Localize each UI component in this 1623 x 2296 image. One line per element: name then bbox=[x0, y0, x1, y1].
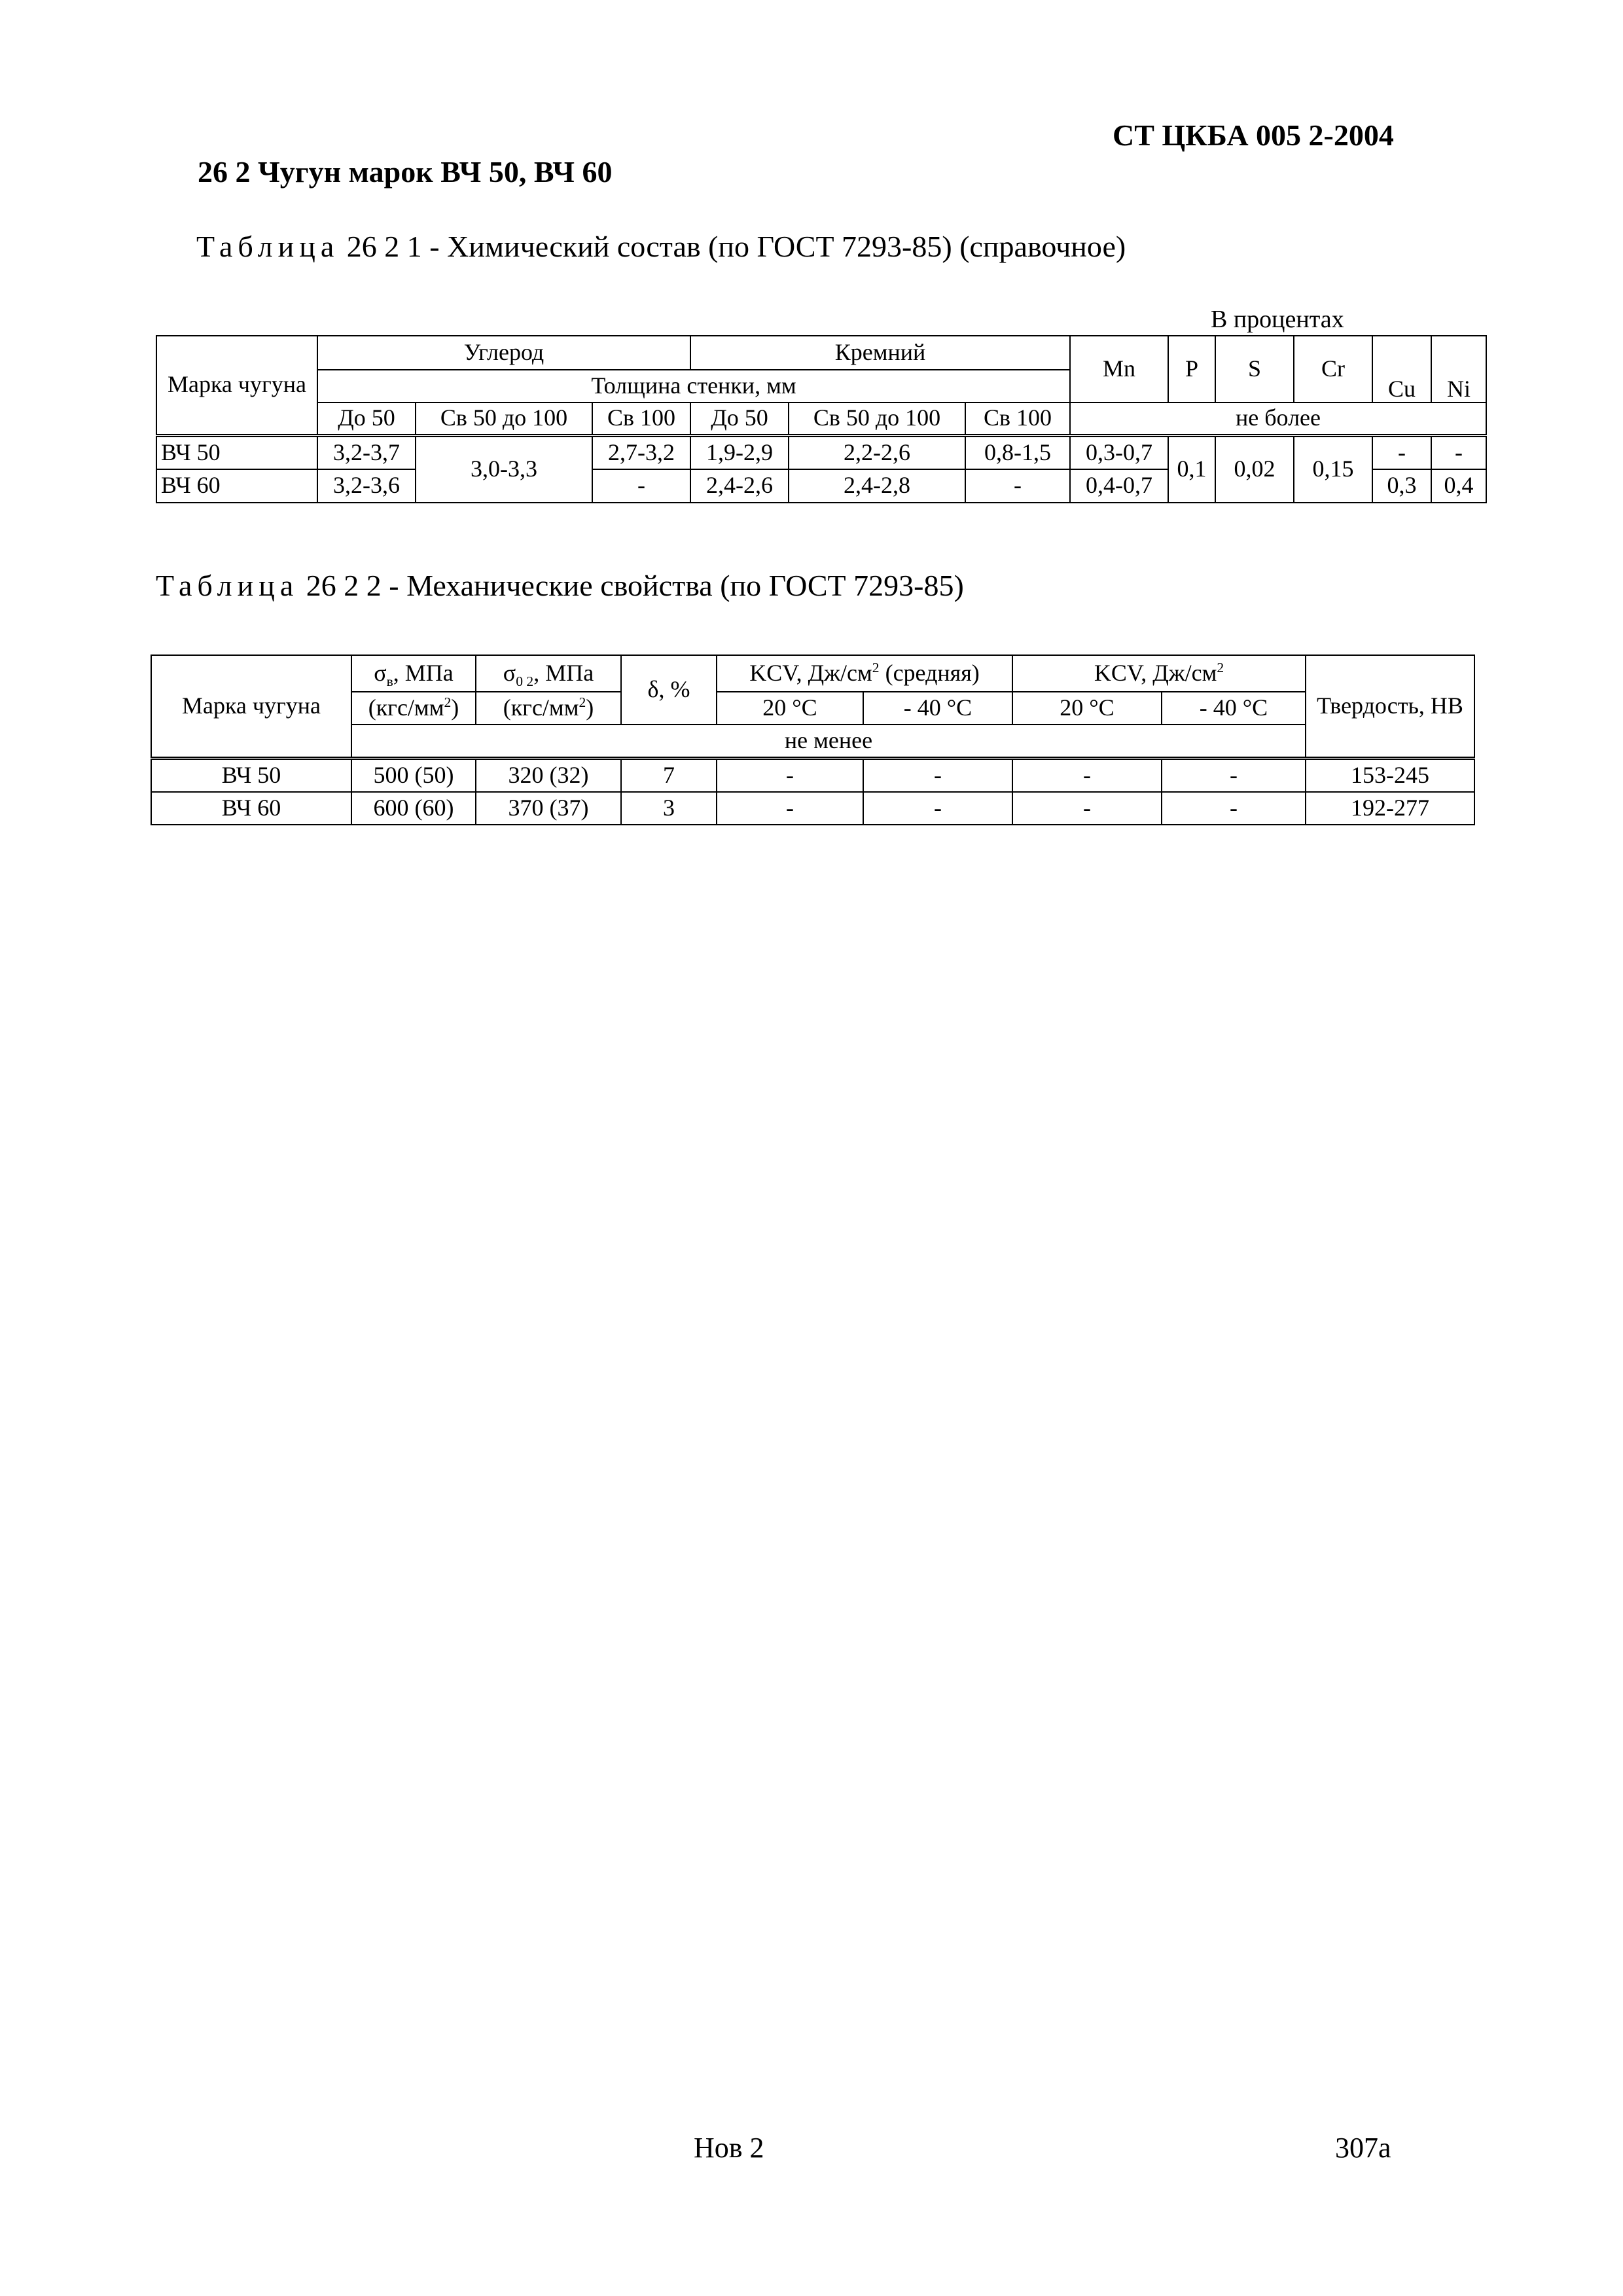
t1-head-mn: Mn bbox=[1070, 336, 1168, 403]
t2-head-temp-minus40-avg: - 40 °С bbox=[863, 692, 1012, 725]
t1-cell: 2,7-3,2 bbox=[592, 435, 690, 469]
t2-cell: 192-277 bbox=[1306, 792, 1474, 825]
table1-caption-text: 26 2 1 - Химический состав (по ГОСТ 7293-85) (справочное) bbox=[346, 230, 1126, 263]
t1-cell: 2,4-2,8 bbox=[789, 469, 965, 503]
kgf-close: ) bbox=[586, 694, 594, 721]
t1-head-cr: Cr bbox=[1294, 336, 1372, 403]
t1-head-ni: Ni bbox=[1431, 336, 1486, 403]
t2-grade: ВЧ 50 bbox=[151, 759, 351, 793]
t1-cell: 3,2-3,7 bbox=[317, 435, 416, 469]
document-code: СТ ЦКБА 005 2-2004 bbox=[1113, 118, 1394, 152]
t2-cell: 153-245 bbox=[1306, 759, 1474, 793]
t2-cell: - bbox=[863, 759, 1012, 793]
t2-head-not-less: не менее bbox=[351, 725, 1306, 759]
kgf-exp: 2 bbox=[579, 694, 586, 711]
t1-grade: ВЧ 60 bbox=[156, 469, 317, 503]
t2-head-sigma-02-kgf bbox=[476, 692, 621, 725]
table1-units-note: В процентах bbox=[1211, 306, 1344, 333]
t2-head-hardness: Твердость, НВ bbox=[1306, 655, 1474, 759]
t2-cell: - bbox=[863, 792, 1012, 825]
page-number: 307а bbox=[1335, 2132, 1391, 2164]
t1-cell: 0,4-0,7 bbox=[1070, 469, 1168, 503]
table-row bbox=[151, 759, 1474, 793]
t2-head-sigma-b-kgf bbox=[351, 692, 476, 725]
sigma-02-unit: , МПа bbox=[533, 660, 594, 687]
t2-cell: - bbox=[1162, 759, 1306, 793]
t1-head-s: S bbox=[1215, 336, 1294, 403]
section-title: 26 2 Чугун марок ВЧ 50, ВЧ 60 bbox=[198, 155, 613, 188]
t1-cell: 3,0-3,3 bbox=[416, 435, 592, 503]
t2-cell: 500 (50) bbox=[351, 759, 476, 793]
t2-head-delta: δ, % bbox=[621, 655, 717, 725]
t2-cell: 320 (32) bbox=[476, 759, 621, 793]
footer-revision: Нов 2 bbox=[694, 2132, 764, 2164]
t1-cell: 1,9-2,9 bbox=[690, 435, 789, 469]
kgf-close: ) bbox=[451, 694, 459, 721]
table1-caption-prefix: Таблица bbox=[196, 230, 340, 263]
kgf-unit: (кгс/мм bbox=[503, 694, 579, 721]
t1-head-silicon: Кремний bbox=[690, 336, 1070, 370]
t2-cell: - bbox=[717, 792, 863, 825]
sigma-b-symbol: σ bbox=[374, 660, 387, 687]
t1-cell: - bbox=[965, 469, 1070, 503]
t1-cell: 0,4 bbox=[1431, 469, 1486, 503]
t2-cell: - bbox=[717, 759, 863, 793]
sigma-02-subscript: 0 2 bbox=[516, 673, 534, 690]
t1-head-carbon: Углерод bbox=[317, 336, 690, 370]
t1-head-p: P bbox=[1168, 336, 1215, 403]
t1-cell: - bbox=[1431, 435, 1486, 469]
t2-cell: - bbox=[1162, 792, 1306, 825]
t2-cell: 600 (60) bbox=[351, 792, 476, 825]
t1-sub-carbon-2: Св 50 до 100 bbox=[416, 403, 592, 435]
t1-head-wall-thickness: Толщина стенки, мм bbox=[317, 370, 1070, 403]
t1-sub-carbon-1: До 50 bbox=[317, 403, 416, 435]
t1-cell: 0,8-1,5 bbox=[965, 435, 1070, 469]
sigma-b-subscript: в bbox=[386, 673, 393, 690]
mechanical-properties-table bbox=[151, 655, 1475, 825]
table2-caption bbox=[156, 568, 964, 603]
kgf-exp: 2 bbox=[444, 694, 452, 711]
t2-head-sigma-b bbox=[351, 655, 476, 692]
t2-head-temp-20-avg: 20 °С bbox=[717, 692, 863, 725]
chemical-composition-table bbox=[156, 335, 1487, 503]
t2-cell: 7 bbox=[621, 759, 717, 793]
kcv-average-label: KCV, Дж/см bbox=[749, 660, 872, 687]
t1-cell: 2,2-2,6 bbox=[789, 435, 965, 469]
t1-head-cu: Cu bbox=[1372, 336, 1431, 403]
t1-cell: 3,2-3,6 bbox=[317, 469, 416, 503]
t2-cell: 370 (37) bbox=[476, 792, 621, 825]
kcv-exp: 2 bbox=[1217, 660, 1224, 676]
t1-cell: 0,3 bbox=[1372, 469, 1431, 503]
kcv-label: KCV, Дж/см bbox=[1094, 660, 1217, 687]
t2-head-kcv bbox=[1012, 655, 1306, 692]
sigma-b-unit: , МПа bbox=[393, 660, 454, 687]
t2-head-temp-minus40: - 40 °С bbox=[1162, 692, 1306, 725]
t1-cell: - bbox=[1372, 435, 1431, 469]
t1-cell: - bbox=[592, 469, 690, 503]
t1-cell: 2,4-2,6 bbox=[690, 469, 789, 503]
t1-cell-cr: 0,15 bbox=[1294, 435, 1372, 503]
t2-head-sigma-02 bbox=[476, 655, 621, 692]
t1-sub-carbon-3: Св 100 bbox=[592, 403, 690, 435]
kcv-average-tail: (средняя) bbox=[879, 660, 980, 687]
t1-head-not-more: не более bbox=[1070, 403, 1486, 435]
t1-cell-s: 0,02 bbox=[1215, 435, 1294, 503]
t2-grade: ВЧ 60 bbox=[151, 792, 351, 825]
table2-caption-prefix: Таблица bbox=[156, 569, 299, 602]
table2-caption-text: 26 2 2 - Механические свойства (по ГОСТ 7293-85) bbox=[306, 569, 964, 602]
t1-sub-silicon-2: Св 50 до 100 bbox=[789, 403, 965, 435]
t2-head-temp-20: 20 °С bbox=[1012, 692, 1162, 725]
table-row bbox=[151, 792, 1474, 825]
t1-grade: ВЧ 50 bbox=[156, 435, 317, 469]
t1-head-grade: Марка чугуна bbox=[156, 336, 317, 435]
t2-head-grade: Марка чугуна bbox=[151, 655, 351, 759]
t2-cell: - bbox=[1012, 792, 1162, 825]
t1-cell: 0,3-0,7 bbox=[1070, 435, 1168, 469]
t2-cell: 3 bbox=[621, 792, 717, 825]
t1-sub-silicon-1: До 50 bbox=[690, 403, 789, 435]
kgf-unit: (кгс/мм bbox=[368, 694, 444, 721]
table1-caption bbox=[196, 229, 1126, 264]
table-row bbox=[156, 435, 1486, 469]
kcv-average-exp: 2 bbox=[872, 660, 880, 676]
t2-head-kcv-average bbox=[717, 655, 1012, 692]
t2-cell: - bbox=[1012, 759, 1162, 793]
t1-cell-p: 0,1 bbox=[1168, 435, 1215, 503]
t1-sub-silicon-3: Св 100 bbox=[965, 403, 1070, 435]
sigma-02-symbol: σ bbox=[503, 660, 516, 687]
